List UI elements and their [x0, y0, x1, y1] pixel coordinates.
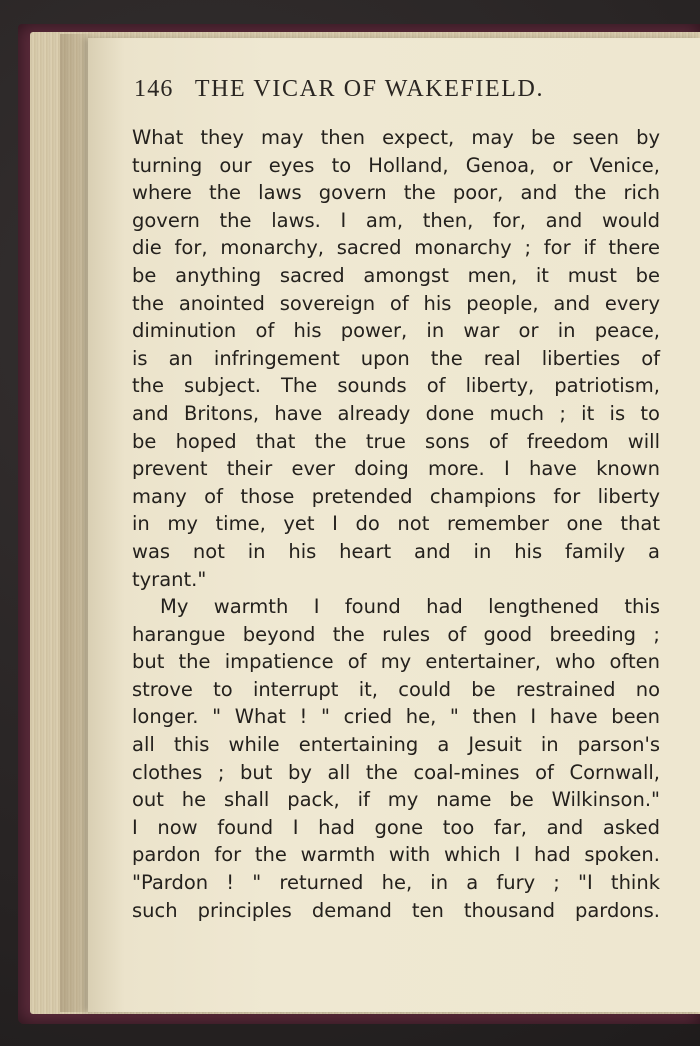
- text-line: What they may then expect, may be seen by: [132, 126, 660, 149]
- text-line: strove to interrupt it, could be restrained no: [132, 677, 660, 701]
- text-line: govern the laws. I am, then, for, and would: [132, 208, 660, 232]
- text-line: clothes ; but by all the coal-mines of Cornwall,: [132, 760, 660, 784]
- text-line: pardon for the warmth with which I had spoken.: [132, 843, 660, 867]
- text-line: out he shall pack, if my name be Wilkinson.": [132, 788, 660, 812]
- text-line: in my time, yet I do not remember one that: [132, 512, 660, 536]
- text-line: turning our eyes to Holland, Genoa, or Venice,: [132, 153, 660, 177]
- text-line: where the laws govern the poor, and the rich: [132, 181, 660, 205]
- text-line: I now found I had gone too far, and asked: [132, 815, 660, 839]
- running-title: THE VICAR OF WAKEFIELD.: [194, 76, 545, 102]
- text-line: many of those pretended champions for liberty: [132, 484, 660, 508]
- paragraph-first-line: My warmth I found had lengthened this: [160, 595, 660, 619]
- text-line: is an infringement upon the real liberties of: [132, 346, 660, 370]
- text-line: die for, monarchy, sacred monarchy ; for if there: [132, 236, 660, 260]
- text-line: diminution of his power, in war or in peace,: [132, 319, 660, 343]
- running-head: [134, 76, 654, 103]
- text-line: the subject. The sounds of liberty, patriotism,: [132, 374, 660, 398]
- text-line: all this while entertaining a Jesuit in parson's: [132, 733, 660, 757]
- text-line: be hoped that the true sons of freedom will: [132, 429, 660, 453]
- text-line: longer. " What ! " cried he, " then I have been: [132, 705, 660, 729]
- page-number: 146: [134, 76, 174, 102]
- text-line: but the impatience of my entertainer, who often: [132, 650, 660, 674]
- text-line: prevent their ever doing more. I have known: [132, 457, 660, 481]
- text-line: and Britons, have already done much ; it is to: [132, 401, 660, 425]
- text-line: such principles demand ten thousand pardons.: [132, 898, 660, 922]
- text-line: was not in his heart and in his family a: [132, 539, 660, 563]
- text-line: the anointed sovereign of his people, and every: [132, 291, 660, 315]
- text-line: "Pardon ! " returned he, in a fury ; "I think: [132, 871, 660, 895]
- paragraph-end-line: tyrant.": [132, 567, 207, 591]
- text-line: harangue beyond the rules of good breeding ;: [132, 622, 660, 646]
- text-line: be anything sacred amongst men, it must be: [132, 263, 660, 287]
- body-text: [132, 124, 660, 924]
